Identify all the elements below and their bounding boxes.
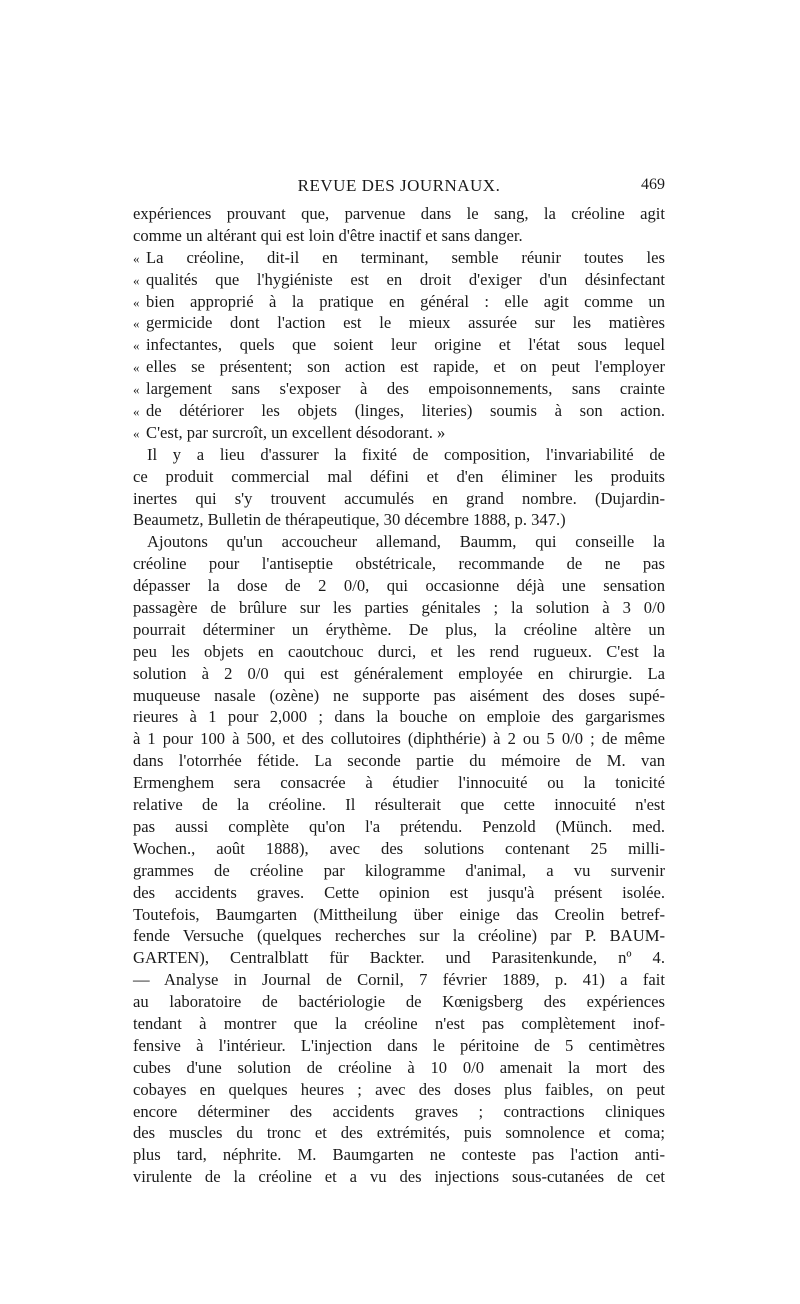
text-line [133, 1013, 665, 1035]
line-text: peu les objets en caoutchouc durci, et les rend rugueux. C'est la [133, 641, 665, 661]
text-line [133, 531, 665, 553]
line-text: Ajoutons qu'un accoucheur allemand, Baumm, qui conseille la [147, 532, 665, 552]
text-line [133, 860, 665, 882]
text-line [133, 597, 665, 619]
text-line [133, 772, 665, 794]
line-text: La créoline, dit-il en terminant, semble réunir toutes les [146, 247, 665, 267]
text-line [133, 750, 665, 772]
text-line [133, 378, 665, 400]
line-text: au laboratoire de bactériologie de Kœnigsberg des expériences [133, 992, 665, 1012]
quote-mark: « [133, 425, 140, 441]
line-text: infectantes, quels que soient leur origine et l'état sous lequel [146, 335, 665, 355]
quote-mark: « [133, 294, 140, 310]
text-line [133, 619, 665, 641]
text-line [133, 728, 665, 750]
body-text [133, 203, 665, 1188]
text-line [133, 838, 665, 860]
text-line [133, 641, 665, 663]
line-text: Toutefois, Baumgarten (Mittheilung über einige das Creolin betref- [133, 904, 665, 924]
text-line [133, 816, 665, 838]
line-text: Beaumetz, Bulletin de thérapeutique, 30 décembre 1888, p. 347.) [133, 510, 566, 530]
line-text: rieures à 1 pour 2,000 ; dans la bouche on emploie des gargarismes [133, 707, 665, 727]
line-text: encore déterminer des accidents graves ; contractions cliniques [133, 1101, 665, 1121]
text-line [133, 400, 665, 422]
text-line [133, 291, 665, 313]
line-text: solution à 2 0/0 qui est généralement employée en chirurgie. La [133, 663, 665, 683]
quote-mark: « [133, 382, 140, 398]
text-line [133, 312, 665, 334]
text-line [133, 422, 665, 444]
line-text: grammes de créoline par kilogramme d'animal, a vu survenir [133, 860, 665, 880]
line-text: muqueuse nasale (ozène) ne supporte pas aisément des doses supé- [133, 685, 665, 705]
line-text: virulente de la créoline et a vu des injections sous-cutanées de cet [133, 1167, 665, 1187]
quote-mark: « [133, 316, 140, 332]
line-text: ce produit commercial mal défini et d'en éliminer les produits [133, 466, 665, 486]
line-text: pourrait déterminer un érythème. De plus, la créoline altère un [133, 619, 665, 639]
line-text: C'est, par surcroît, un excellent désodorant. » [146, 422, 446, 442]
line-text: créoline pour l'antiseptie obstétricale, recommande de ne pas [133, 554, 665, 574]
text-line [133, 203, 665, 225]
line-text: germicide dont l'action est le mieux assurée sur les matières [146, 313, 665, 333]
text-line [133, 225, 665, 247]
page-header [133, 176, 665, 200]
text-line [133, 575, 665, 597]
text-line [133, 794, 665, 816]
text-line [133, 334, 665, 356]
line-text: des accidents graves. Cette opinion est jusqu'à présent isolée. [133, 882, 665, 902]
line-text: comme un altérant qui est loin d'être inactif et sans danger. [133, 225, 523, 245]
page-number: 469 [641, 176, 665, 193]
line-text: Il y a lieu d'assurer la fixité de composition, l'invariabilité de [147, 444, 665, 464]
line-text: fende Versuche (quelques recherches sur la créoline) par P. BAUM- [133, 926, 665, 946]
text-line [133, 969, 665, 991]
line-text: bien approprié à la pratique en général : elle agit comme un [146, 291, 665, 311]
text-line [133, 663, 665, 685]
quote-mark: « [133, 272, 140, 288]
line-text: dépasser la dose de 2 0/0, qui occasionne déjà une sensation [133, 576, 665, 596]
text-line [133, 509, 665, 531]
quote-mark: « [133, 360, 140, 376]
line-text: largement sans s'exposer à des empoisonnements, sans crainte [146, 379, 665, 399]
text-line [133, 488, 665, 510]
text-line [133, 706, 665, 728]
text-line [133, 904, 665, 926]
line-text: fensive à l'intérieur. L'injection dans le péritoine de 5 centimètres [133, 1035, 665, 1055]
text-line [133, 356, 665, 378]
quote-mark: « [133, 404, 140, 420]
line-text: pas aussi complète qu'on l'a prétendu. Penzold (Münch. med. [133, 816, 665, 836]
line-text: tendant à montrer que la créoline n'est pas complètement inof- [133, 1013, 665, 1033]
line-text: inertes qui s'y trouvent accumulés en grand nombre. (Dujardin- [133, 488, 665, 508]
text-line [133, 1079, 665, 1101]
line-text: GARTEN), Centralblatt für Backter. und Parasitenkunde, nº 4. [133, 948, 665, 968]
text-line [133, 947, 665, 969]
line-text: expériences prouvant que, parvenue dans le sang, la créoline agit [133, 204, 665, 223]
line-text: Ermenghem sera consacrée à étudier l'innocuité ou la tonicité [133, 773, 665, 793]
line-text: cubes d'une solution de créoline à 10 0/0 amenait la mort des [133, 1057, 665, 1077]
text-line [133, 991, 665, 1013]
line-text: des muscles du tronc et des extrémités, puis somnolence et coma; [133, 1123, 665, 1143]
line-text: passagère de brûlure sur les parties génitales ; la solution à 3 0/0 [133, 598, 665, 618]
line-text: elles se présentent; son action est rapide, et on peut l'employer [146, 357, 665, 377]
text-line [133, 1101, 665, 1123]
line-text: Wochen., août 1888), avec des solutions contenant 25 milli- [133, 838, 665, 858]
running-title: REVUE DES JOURNAUX. [297, 176, 501, 195]
quote-mark: « [133, 250, 140, 266]
text-line [133, 553, 665, 575]
line-text: plus tard, néphrite. M. Baumgarten ne conteste pas l'action anti- [133, 1145, 665, 1165]
line-text: de détériorer les objets (linges, literies) soumis à son action. [146, 401, 665, 421]
quote-mark: « [133, 338, 140, 354]
line-text: qualités que l'hygiéniste est en droit d'exiger d'un désinfectant [146, 269, 665, 289]
text-line [133, 1166, 665, 1188]
text-line [133, 925, 665, 947]
line-text: à 1 pour 100 à 500, et des collutoires (diphthérie) à 2 ou 5 0/0 ; de même [133, 729, 665, 749]
text-line [133, 1144, 665, 1166]
line-text: cobayes en quelques heures ; avec des doses plus faibles, on peut [133, 1079, 665, 1099]
text-line [133, 444, 665, 466]
text-line [133, 466, 665, 488]
text-line [133, 1035, 665, 1057]
line-text: relative de la créoline. Il résulterait que cette innocuité n'est [133, 795, 665, 815]
text-line [133, 685, 665, 707]
line-text: dans l'otorrhée fétide. La seconde partie du mémoire de M. van [133, 751, 665, 771]
line-text: — Analyse in Journal de Cornil, 7 février 1889, p. 41) a fait [133, 970, 665, 990]
text-line [133, 247, 665, 269]
text-line [133, 1057, 665, 1079]
text-line [133, 882, 665, 904]
text-line [133, 1122, 665, 1144]
text-line [133, 269, 665, 291]
